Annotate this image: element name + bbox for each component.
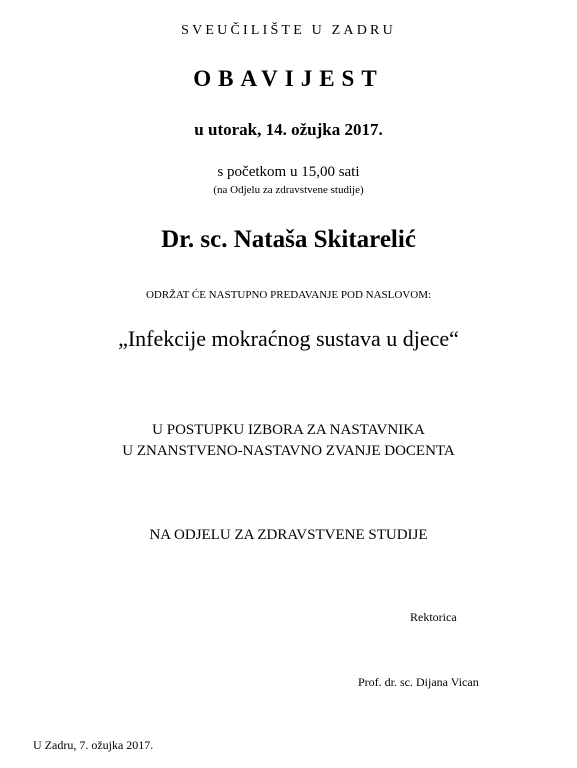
rector-title: Rektorica [410, 610, 457, 624]
lecture-title: „Infekcije mokraćnog sustava u djece“ [118, 326, 459, 351]
department-line: NA ODJELU ZA ZDRAVSTVENE STUDIJE [149, 527, 428, 543]
event-start-time: s početkom u 15,00 sati [217, 164, 360, 180]
event-location: (na Odjelu za zdravstvene studije) [213, 184, 364, 196]
procedure-line-2: U ZNANSTVENO-NASTAVNO ZVANJE DOCENTA [122, 443, 455, 459]
place-and-date: U Zadru, 7. ožujka 2017. [33, 738, 154, 752]
procedure-line-1: U POSTUPKU IZBORA ZA NASTAVNIKA [152, 422, 425, 438]
rector-name: Prof. dr. sc. Dijana Vican [358, 675, 479, 689]
notice-heading: OBAVIJEST [193, 66, 384, 91]
event-date: u utorak, 14. ožujka 2017. [194, 120, 383, 139]
university-name: SVEUČILIŠTE U ZADRU [181, 23, 396, 38]
lecture-intro: ODRŽAT ĆE NASTUPNO PREDAVANJE POD NASLOVOM: [145, 289, 432, 301]
speaker-name: Dr. sc. Nataša Skitarelić [161, 226, 416, 253]
